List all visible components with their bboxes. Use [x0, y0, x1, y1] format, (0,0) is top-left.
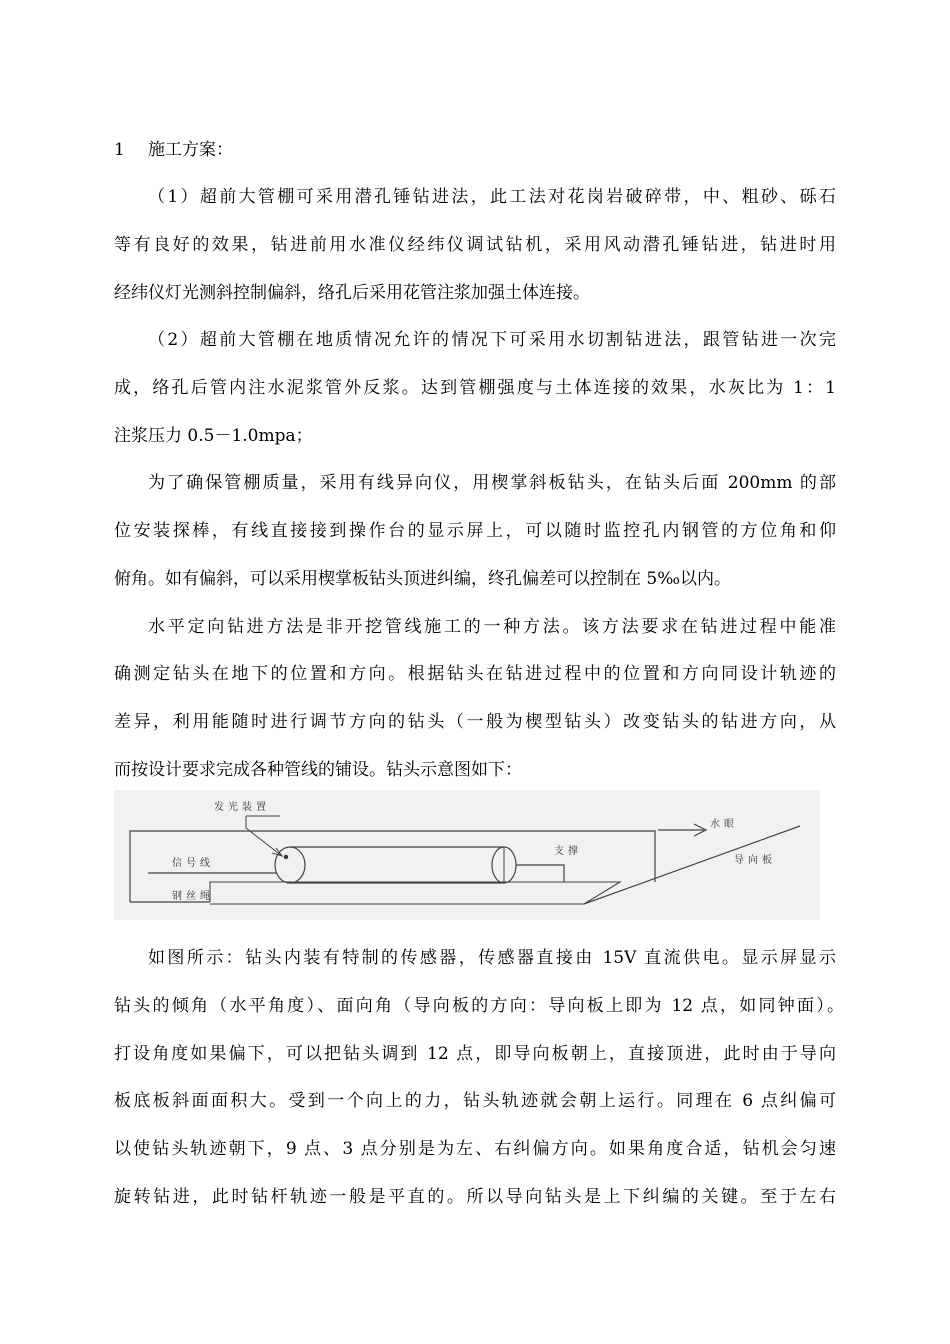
section-title: 施工方案：: [148, 140, 233, 160]
paragraph-line: （2）超前大管棚在地质情况允许的情况下可采用水切割钻进法，跟管钻进一次完: [148, 330, 836, 350]
paragraph-line: 差异，利用能随时进行调节方向的钻头（一般为楔型钻头）改变钻头的钻进方向，从: [114, 712, 836, 732]
paragraph-line: 等有良好的效果，钻进前用水准仪经纬仪调试钻机，采用风动潜孔锤钻进，钻进时用: [114, 235, 836, 255]
paragraph-line: 注浆压力 0.5－1.0mpa；: [114, 426, 313, 446]
paragraph-line: 为了确保管棚质量，采用有线异向仪，用楔掌斜板钻头，在钻头后面 200mm 的部: [148, 473, 836, 493]
drill-bit-diagram: [114, 790, 820, 920]
paragraph-line: 确测定钻头在地下的位置和方向。根据钻头在钻进过程中的位置和方向同设计轨迹的: [114, 664, 836, 684]
label-signal-line: 信号线: [172, 858, 214, 869]
paragraph-line: 经纬仪灯光测斜控制偏斜，络孔后采用花管注浆加强土体连接。: [114, 283, 590, 303]
paragraph-line: 而按设计要求完成各种管线的铺设。钻头示意图如下：: [114, 760, 522, 780]
section-number: 1: [114, 140, 125, 160]
paragraph-line: 板底板斜面面积大。受到一个向上的力，钻头轨迹就会朝上运行。同理在 6 点纠偏可: [114, 1091, 836, 1111]
light-source-dot: [284, 855, 288, 859]
label-steel-rope: 钢丝绳: [172, 891, 214, 902]
paragraph-line: 位安装探棒，有线直接接到操作台的显示屏上，可以随时监控孔内钢管的方位角和仰: [114, 521, 836, 541]
paragraph-line: 水平定向钻进方法是非开挖管线施工的一种方法。该方法要求在钻进过程中能准: [148, 617, 836, 637]
paragraph-line: 打设角度如果偏下，可以把钻头调到 12 点，即导向板朝上，直接顶进，此时由于导向: [114, 1044, 836, 1064]
paragraph-line: 钻头的倾角（水平角度）、面向角（导向板的方向：导向板上即为 12 点，如同钟面）。: [114, 996, 844, 1016]
label-support: 支撑: [554, 846, 582, 857]
paragraph-line: 如图所示：钻头内装有特制的传感器，传感器直接由 15V 直流供电。显示屏显示: [148, 948, 836, 968]
paragraph-line: 成，络孔后管内注水泥浆管外反浆。达到管棚强度与土体连接的效果，水灰比为 1：1: [114, 378, 836, 398]
label-water-eye: 水眼: [710, 819, 738, 830]
paragraph-line: 俯角。如有偏斜，可以采用楔掌板钻头顶进纠编，终孔偏差可以控制在 5‰以内。: [114, 569, 732, 589]
paragraph-line: 以使钻头轨迹朝下，9 点、3 点分别是为左、右纠偏方向。如果角度合适，钻机会匀速: [114, 1139, 836, 1159]
paragraph-line: （1）超前大管棚可采用潜孔锤钻进法，此工法对花岗岩破碎带，中、粗砂、砾石: [148, 187, 836, 207]
section-heading: [114, 138, 233, 162]
label-light-device: 发光装置: [214, 802, 270, 813]
paragraph-line: 旋转钻进，此时钻杆轨迹一般是平直的。所以导向钻头是上下纠编的关键。至于左右: [114, 1187, 836, 1207]
label-guide-plate: 导向板: [734, 855, 776, 866]
